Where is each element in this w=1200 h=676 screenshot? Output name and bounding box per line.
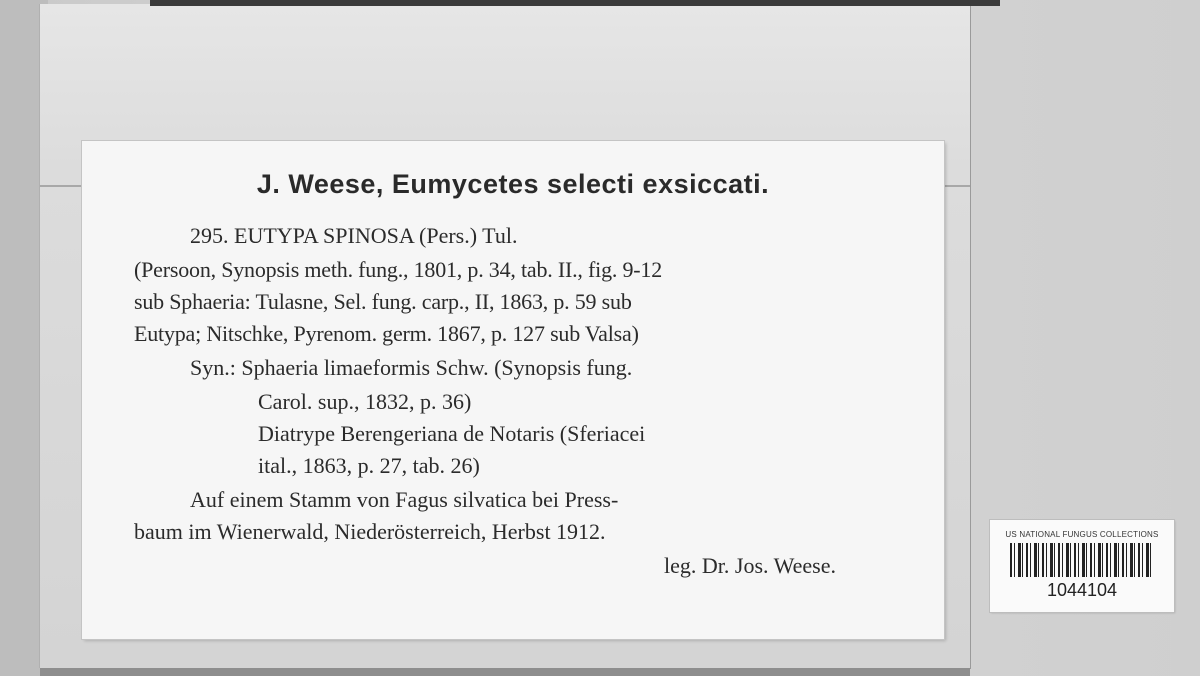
label-line-synonym-2: Diatrype Berengeriana de Notaris (Sferiacei [258,421,646,446]
label-line-species: 295. EUTYPA SPINOSA (Pers.) Tul. [190,223,518,248]
barcode-header: US NATIONAL FUNGUS COLLECTIONS [1005,530,1159,539]
label-title: J. Weese, Eumycetes selecti exsiccati. [256,169,770,199]
label-line-citation-1: (Persoon, Synopsis meth. fung., 1801, p. 34, tab. II., fig. 9-12 [134,257,662,282]
label-line-synonym-2-ref: ital., 1863, p. 27, tab. 26) [258,453,480,478]
barcode-label [990,520,1174,612]
label-line-synonym-1-ref: Carol. sup., 1832, p. 36) [258,389,472,414]
label-line-locality-2: baum im Wienerwald, Niederösterreich, Herbst 1912. [134,519,606,544]
bottom-folder-edge [40,668,970,676]
label-line-locality-1: Auf einem Stamm von Fagus silvatica bei Press- [190,487,619,512]
label-line-synonym-1: Syn.: Sphaeria limaeformis Schw. (Synopsis fung. [190,355,633,380]
label-line-citation-2: sub Sphaeria: Tulasne, Sel. fung. carp., II, 1863, p. 59 sub [134,289,632,314]
specimen-label [82,141,944,639]
top-folder-edge [150,0,1000,6]
label-line-citation-3: Eutypa; Nitschke, Pyrenom. germ. 1867, p. 127 sub Valsa) [134,321,639,346]
barcode-bars [1010,543,1154,577]
barcode-number: 1044104 [1046,580,1118,600]
label-line-collector: leg. Dr. Jos. Weese. [664,553,836,578]
